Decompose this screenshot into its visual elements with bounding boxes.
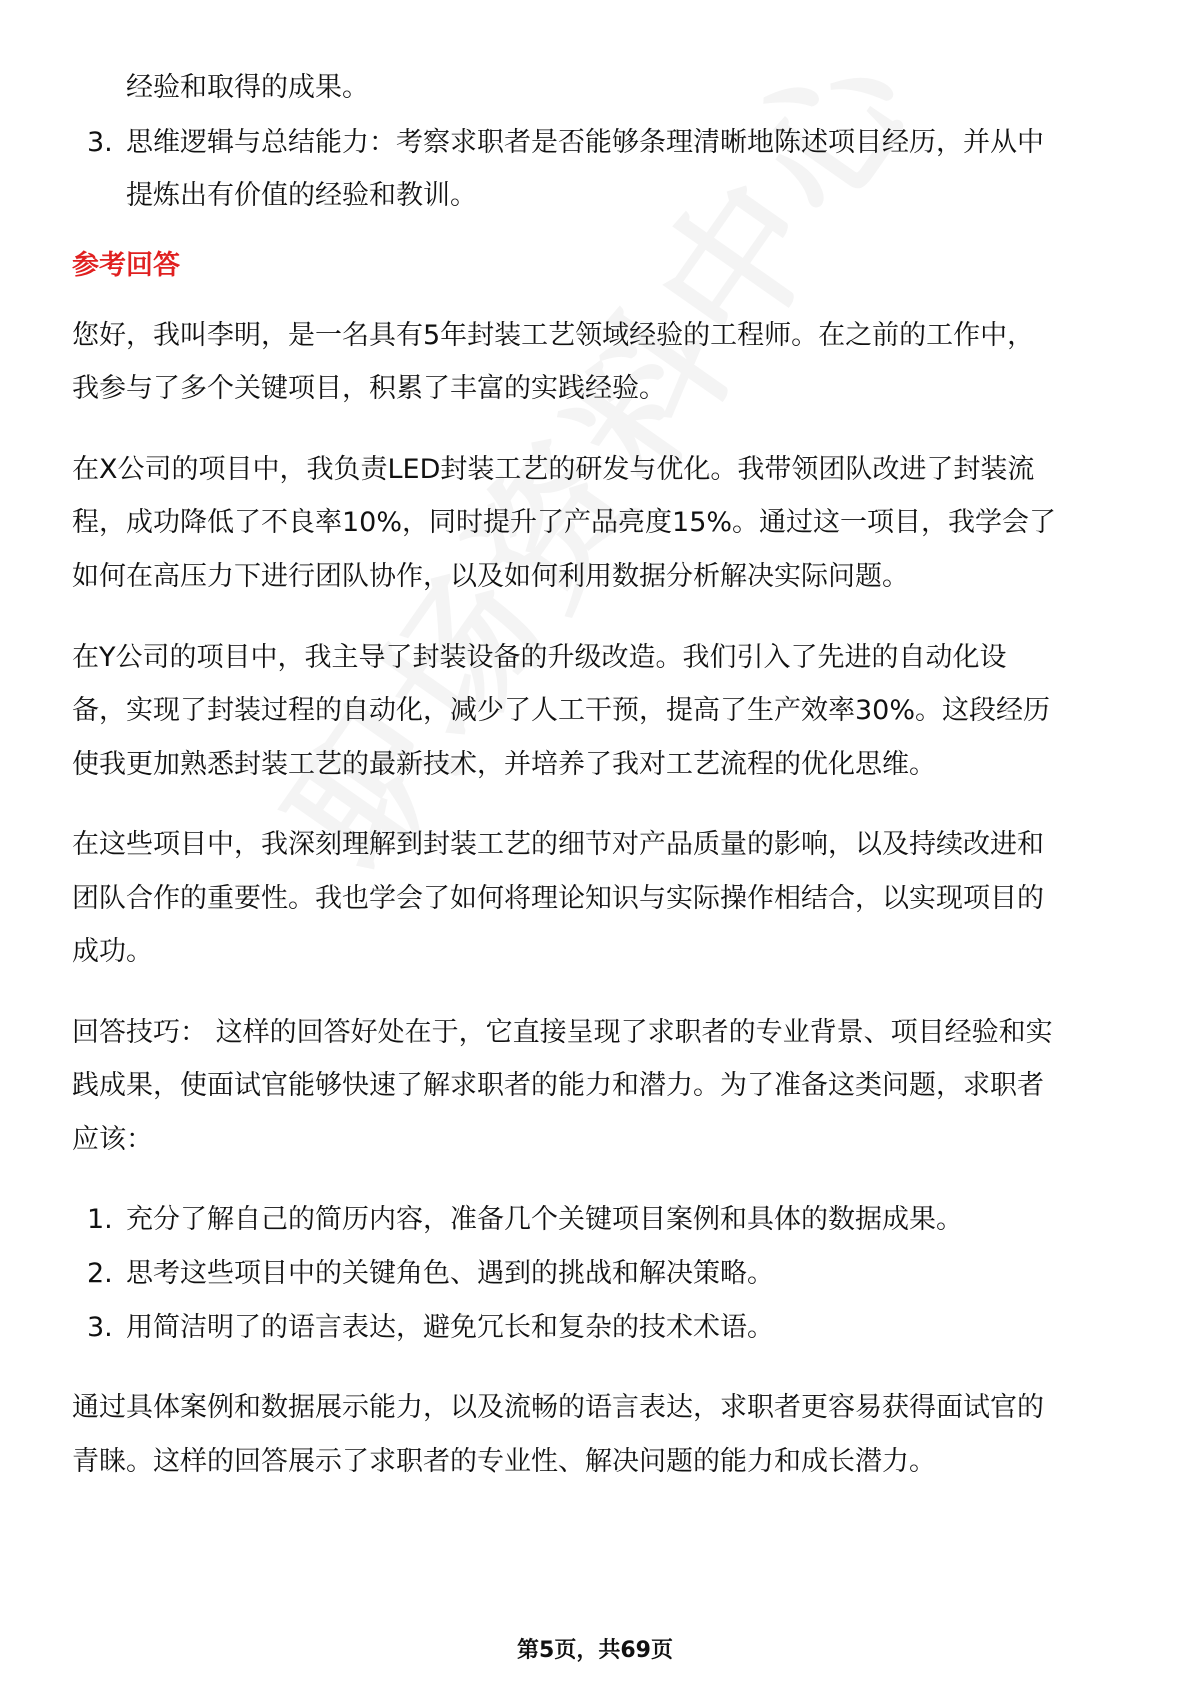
paragraph-line: 备，实现了封装过程的自动化，减少了人工干预，提高了生产效率30%。这段经历 bbox=[72, 695, 1051, 726]
list-item: 思考这些项目中的关键角色、遇到的挑战和解决策略。 bbox=[126, 1258, 774, 1289]
paragraph-line: 成功。 bbox=[72, 936, 153, 967]
paragraph-line: 使我更加熟悉封装工艺的最新技术，并培养了我对工艺流程的优化思维。 bbox=[72, 749, 936, 780]
list-item: 充分了解自己的简历内容，准备几个关键项目案例和具体的数据成果。 bbox=[126, 1204, 963, 1235]
paragraph-line: 团队合作的重要性。我也学会了如何将理论知识与实际操作相结合，以实现项目的 bbox=[72, 883, 1044, 914]
section-heading: 参考回答 bbox=[72, 250, 180, 281]
paragraph-line: 程，成功降低了不良率10%，同时提升了产品亮度15%。通过这一项目，我学会了 bbox=[72, 507, 1057, 538]
list-number: 3. bbox=[87, 1312, 113, 1343]
paragraph-line: 通过具体案例和数据展示能力，以及流畅的语言表达，求职者更容易获得面试官的 bbox=[72, 1392, 1044, 1423]
paragraph-line: 青睐。这样的回答展示了求职者的专业性、解决问题的能力和成长潜力。 bbox=[72, 1446, 936, 1477]
paragraph-line: 我参与了多个关键项目，积累了丰富的实践经验。 bbox=[72, 373, 666, 404]
list-number: 3. bbox=[87, 127, 113, 158]
paragraph-line: 践成果，使面试官能够快速了解求职者的能力和潜力。为了准备这类问题，求职者 bbox=[72, 1070, 1044, 1101]
list-item-line: 思维逻辑与总结能力：考察求职者是否能够条理清晰地陈述项目经历，并从中 bbox=[126, 127, 1044, 158]
paragraph-line: 应该： bbox=[72, 1124, 153, 1155]
list-number: 2. bbox=[87, 1258, 113, 1289]
paragraph-line: 在X公司的项目中，我负责LED封装工艺的研发与优化。我带领团队改进了封装流 bbox=[72, 454, 1035, 485]
list-continuation: 经验和取得的成果。 bbox=[126, 72, 369, 103]
list-item: 用简洁明了的语言表达，避免冗长和复杂的技术术语。 bbox=[126, 1312, 774, 1343]
page-number: 第5页，共69页 bbox=[517, 1638, 673, 1663]
paragraph-line: 如何在高压力下进行团队协作，以及如何利用数据分析解决实际问题。 bbox=[72, 561, 909, 592]
paragraph-line: 在这些项目中，我深刻理解到封装工艺的细节对产品质量的影响，以及持续改进和 bbox=[72, 829, 1044, 860]
paragraph-line: 您好，我叫李明，是一名具有5年封装工艺领域经验的工程师。在之前的工作中， bbox=[72, 320, 1035, 351]
paragraph-line: 在Y公司的项目中，我主导了封装设备的升级改造。我们引入了先进的自动化设 bbox=[72, 642, 1007, 673]
list-number: 1. bbox=[87, 1204, 113, 1235]
paragraph-line: 回答技巧： 这样的回答好处在于，它直接呈现了求职者的专业背景、项目经验和实 bbox=[72, 1017, 1053, 1048]
list-item-line: 提炼出有价值的经验和教训。 bbox=[126, 180, 477, 211]
